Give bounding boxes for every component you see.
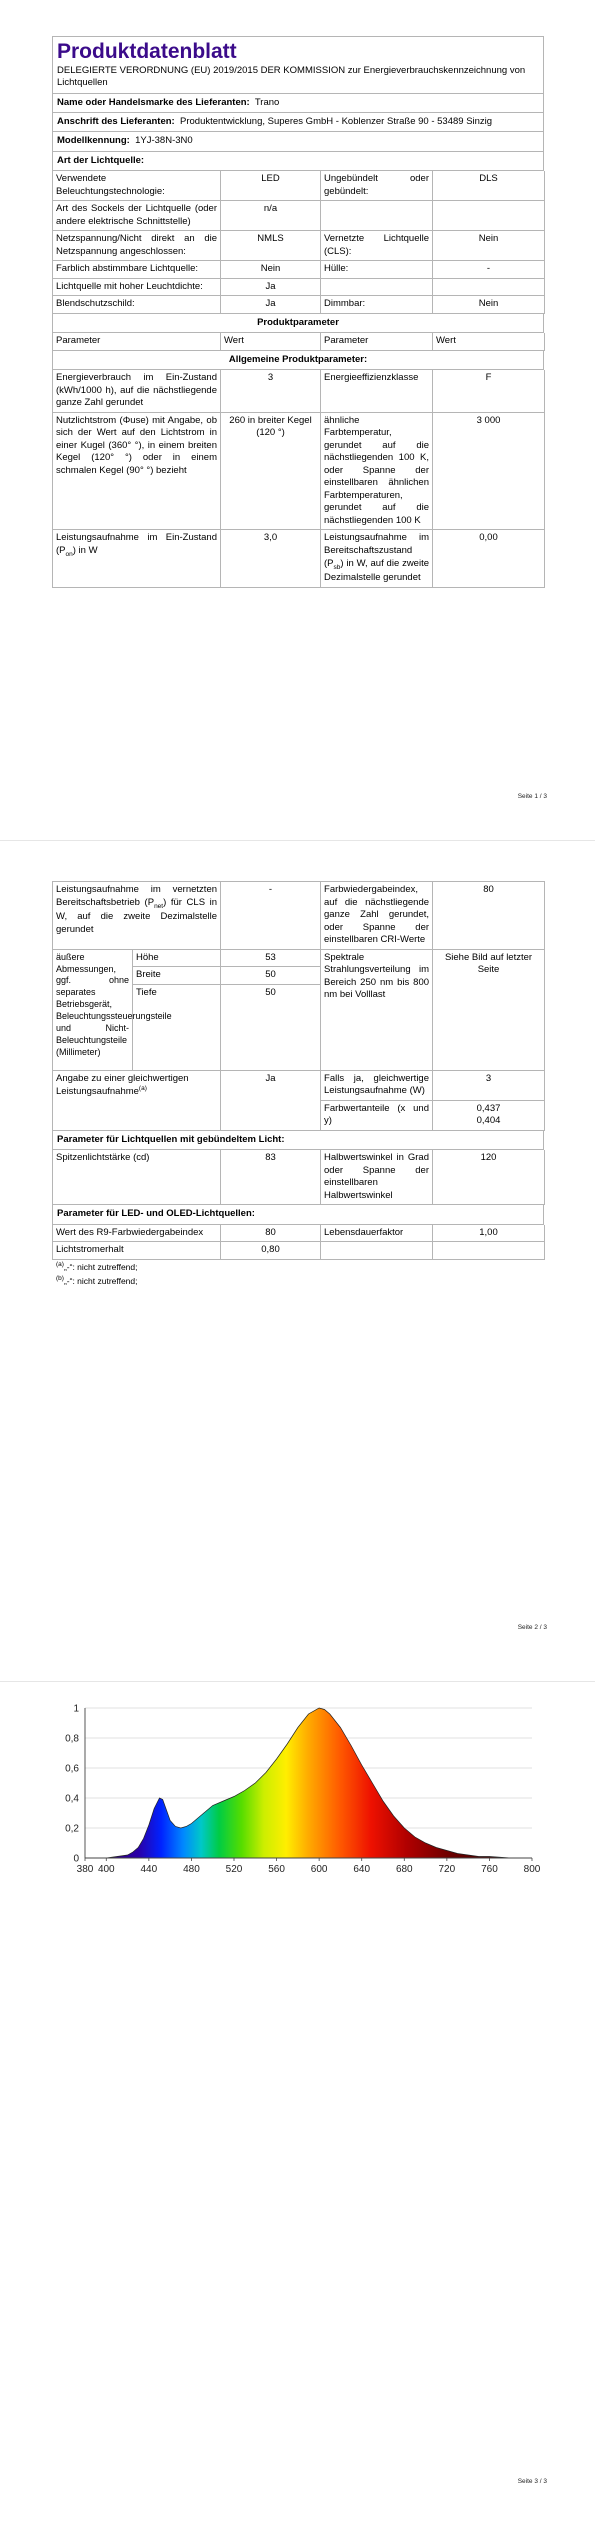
directional-table	[52, 1150, 545, 1205]
lightsource-v1-cell: LED	[221, 171, 321, 201]
supplier-name-value: Trano	[254, 96, 280, 108]
equiv-power-label: Falls ja, gleichwertige Leistungsaufnahme (W)	[321, 1070, 433, 1100]
standby-label	[321, 530, 433, 587]
lightsource-l2-cell: Dimmbar:	[321, 296, 433, 314]
peak-value: 83	[221, 1150, 321, 1205]
x-tick-label: 720	[438, 1864, 456, 1875]
lightsource-l1-cell: Farblich abstimmbare Lichtquelle:	[53, 261, 221, 279]
y-tick-label: 1	[73, 1703, 79, 1715]
table-row	[53, 231, 545, 261]
lightsource-v2-cell: Nein	[433, 231, 545, 261]
y-tick-label: 0	[73, 1853, 79, 1865]
lightsource-v2-cell	[433, 201, 545, 231]
footnote-a-marker: (a)	[56, 1260, 64, 1268]
table-row	[53, 261, 545, 279]
x-tick-label: 800	[523, 1864, 541, 1875]
model-label: Modellkennung:	[57, 135, 130, 147]
x-tick-label: 440	[140, 1864, 158, 1875]
directional-heading: Parameter für Lichtquellen mit gebündeltem Licht:	[52, 1131, 544, 1150]
life-label: Lebensdauerfaktor	[321, 1225, 433, 1242]
maint-value: 0,80	[221, 1242, 321, 1260]
standby-sub: sb	[333, 563, 341, 571]
x-tick-label: 680	[395, 1864, 413, 1875]
product-params-heading: Produktparameter	[52, 314, 544, 333]
y-tick-label: 0,4	[65, 1793, 79, 1805]
lightsource-l2-cell	[321, 278, 433, 296]
footnote-a-text: „-“: nicht zutreffend;	[63, 1261, 138, 1272]
params-header-table	[52, 333, 545, 351]
eeclass-value: F	[433, 370, 545, 412]
spectral-chart-svg	[52, 1700, 552, 1875]
table-row	[53, 1225, 545, 1242]
spectrum-series	[85, 1708, 532, 1858]
lightsource-v1-cell: Ja	[221, 296, 321, 314]
lightsource-v1-cell: Nein	[221, 261, 321, 279]
dim-height-label: Höhe	[133, 949, 221, 967]
lightsource-v2-cell: Nein	[433, 296, 545, 314]
spectral-value: Siehe Bild auf letzter Seite	[433, 949, 545, 1070]
footnote-b-text: „-“: nicht zutreffend;	[63, 1275, 138, 1286]
general-params-table	[52, 370, 545, 587]
power-on-value: 3,0	[221, 530, 321, 587]
page-1	[0, 0, 595, 840]
chroma-y: 0,404	[476, 1115, 501, 1127]
lightsource-v1-cell: NMLS	[221, 231, 321, 261]
lightsource-l1-cell: Verwendete Beleuchtungstechnologie:	[53, 171, 221, 201]
table-row	[53, 882, 545, 950]
model-row	[52, 132, 544, 151]
lightsource-l2-cell: Hülle:	[321, 261, 433, 279]
equiv-label-text: Angabe zu einer gleichwertigen Leistungsaufnahme	[56, 1072, 189, 1098]
x-tick-label: 760	[481, 1864, 498, 1875]
supplier-name-row	[52, 94, 544, 113]
x-tick-label: 600	[310, 1864, 328, 1875]
lightsource-v2-cell: -	[433, 261, 545, 279]
datasheet-page-1	[52, 36, 544, 588]
col-header-value: Wert	[221, 333, 321, 350]
page2-params-table	[52, 881, 545, 1131]
flux-label: Nutzlichtstrom (Φuse) mit Angabe, ob sich der Wert auf den Lichtstrom in einer Kugel (360° °), in einem breiten Kegel (120° °) oder in einem schmalen Kegel (90° °) bezieht	[53, 412, 221, 530]
table-row	[53, 1150, 545, 1205]
led-heading: Parameter für LED- und OLED-Lichtquellen:	[52, 1205, 544, 1224]
life-value: 1,00	[433, 1225, 545, 1242]
chroma-value	[433, 1100, 545, 1130]
lightsource-l2-cell: Ungebündelt oder gebündelt:	[321, 171, 433, 201]
net-standby-label-text: Leistungsaufnahme im vernetzten Bereitschaftsbetrieb (P	[56, 884, 218, 908]
dim-depth-label: Tiefe	[133, 984, 221, 1070]
table-row	[53, 370, 545, 412]
lightsource-l2-cell	[321, 201, 433, 231]
supplier-address-row	[52, 113, 544, 132]
table-row	[53, 201, 545, 231]
lightsource-v2-cell	[433, 278, 545, 296]
lightsource-l1-cell: Lichtquelle mit hoher Leuchtdichte:	[53, 278, 221, 296]
power-on-label	[53, 530, 221, 587]
table-row	[53, 949, 545, 967]
power-on-sub: on	[65, 550, 73, 558]
net-standby-value: -	[221, 882, 321, 950]
equiv-value: Ja	[221, 1070, 321, 1130]
cri-label: Farbwiedergabeindex, auf die nächstliegende ganze Zahl gerundet, oder Spanne der einstellbaren CRI-Werte	[321, 882, 433, 950]
regulation-text: DELEGIERTE VERORDNUNG (EU) 2019/2015 DER KOMMISSION zur Energieverbrauchskennzeichnung von Lichtquellen	[57, 65, 526, 89]
table-row	[53, 278, 545, 296]
params-header-row	[53, 333, 545, 350]
supplier-name-label: Name oder Handelsmarke des Lieferanten:	[57, 96, 250, 108]
lightsource-table	[52, 171, 545, 314]
led-table	[52, 1225, 545, 1260]
lightsource-v1-cell: n/a	[221, 201, 321, 231]
net-standby-sub: net	[154, 902, 164, 910]
supplier-address-label: Anschrift des Lieferanten:	[57, 116, 175, 128]
table-row	[53, 296, 545, 314]
model-value: 1YJ-38N-3N0	[135, 135, 193, 147]
energy-value: 3	[221, 370, 321, 412]
x-tick-label: 480	[183, 1864, 200, 1875]
col-header-value-2: Wert	[433, 333, 545, 350]
empty-cell	[321, 1242, 433, 1260]
col-header-parameter: Parameter	[53, 333, 221, 350]
equiv-sup: (a)	[138, 1085, 147, 1093]
table-row	[53, 1242, 545, 1260]
net-standby-label-unit: ) für CLS in W, auf die zweite Dezimalstelle gerundet	[56, 896, 218, 935]
standby-value: 0,00	[433, 530, 545, 587]
dim-depth-value: 50	[221, 984, 321, 1070]
lightsource-l1-cell: Netzspannung/Nicht direkt an die Netzspannung angeschlossen:	[53, 231, 221, 261]
dim-width-value: 50	[221, 967, 321, 985]
table-row	[53, 412, 545, 530]
lightsource-l1-cell: Art des Sockels der Lichtquelle (oder andere elektrische Schnittstelle)	[53, 201, 221, 231]
y-tick-label: 0,6	[65, 1763, 79, 1775]
x-tick-label: 560	[268, 1864, 285, 1875]
footnote-a	[52, 1260, 544, 1274]
page-number-3: Seite 3 / 3	[517, 2478, 547, 2485]
lightsource-v2-cell: DLS	[433, 171, 545, 201]
maint-label: Lichtstromerhalt	[53, 1242, 221, 1260]
dim-width-label: Breite	[133, 967, 221, 985]
lightsource-l2-cell: Vernetzte Lichtquelle (CLS):	[321, 231, 433, 261]
datasheet-page-2	[52, 881, 544, 1287]
table-row	[53, 171, 545, 201]
chroma-x: 0,437	[476, 1102, 501, 1114]
page-title: Produktdatenblatt	[57, 40, 237, 63]
spectrum-area	[85, 1708, 532, 1858]
flux-value: 260 in breiter Kegel (120 °)	[221, 412, 321, 530]
equiv-label	[53, 1070, 221, 1130]
general-params-heading: Allgemeine Produktparameter:	[52, 351, 544, 370]
x-tick-label: 520	[225, 1864, 243, 1875]
r9-value: 80	[221, 1225, 321, 1242]
spectral-label: Spektrale Strahlungsverteilung im Bereich 250 nm bis 800 nm bei Volllast	[321, 949, 433, 1070]
spectral-chart	[52, 1700, 552, 1875]
beam-value: 120	[433, 1150, 545, 1205]
power-on-label-text: Leistungsaufnahme im Ein-Zustand (P	[56, 532, 217, 556]
x-tick-label: 640	[353, 1864, 371, 1875]
footnote-b	[52, 1274, 544, 1288]
dim-height-value: 53	[221, 949, 321, 967]
chroma-label: Farbwertanteile (x und y)	[321, 1100, 433, 1130]
supplier-address-value: Produktentwicklung, Superes GmbH - Koblenzer Straße 90 - 53489 Sinzig	[180, 116, 493, 128]
net-standby-label	[53, 882, 221, 950]
r9-label: Wert des R9-Farbwiedergabeindex	[53, 1225, 221, 1242]
page-3	[0, 1682, 595, 2523]
table-row	[53, 530, 545, 587]
equiv-power-value: 3	[433, 1070, 545, 1100]
y-tick-label: 0,8	[65, 1733, 79, 1745]
cct-value: 3 000	[433, 412, 545, 530]
cri-value: 80	[433, 882, 545, 950]
standby-label-unit: ) in W, auf die zweite Dezimalstelle gerundet	[324, 557, 429, 583]
power-on-label-unit: ) in W	[72, 544, 98, 556]
x-tick-label: 380	[76, 1864, 94, 1875]
col-header-parameter-2: Parameter	[321, 333, 433, 350]
lightsource-v1-cell: Ja	[221, 278, 321, 296]
page-2	[0, 841, 595, 1681]
energy-label: Energieverbrauch im Ein-Zustand (kWh/1000 h), auf die nächstliegende ganze Zahl gerundet	[53, 370, 221, 412]
beam-label: Halbwertswinkel in Grad oder Spanne der einstellbaren Halbwertswinkel	[321, 1150, 433, 1205]
lightsource-l1-cell: Blendschutzschild:	[53, 296, 221, 314]
title-block	[52, 36, 544, 94]
table-row	[53, 1070, 545, 1100]
cct-label: ähnliche Farbtemperatur, gerundet auf die nächstliegenden 100 K, oder Spanne der einstellbaren ähnlichen Farbtemperaturen, gerundet auf die nächstliegenden 100 K	[321, 412, 433, 530]
footnote-b-marker: (b)	[56, 1274, 64, 1282]
x-tick-label: 400	[97, 1864, 115, 1875]
standby-label-text: Leistungsaufnahme im Bereitschaftszustand (P	[324, 532, 429, 569]
peak-label: Spitzenlichtstärke (cd)	[53, 1150, 221, 1205]
lightsource-heading: Art der Lichtquelle:	[52, 152, 544, 171]
empty-cell	[433, 1242, 545, 1260]
page-number-1: Seite 1 / 3	[517, 793, 547, 800]
y-tick-label: 0,2	[65, 1823, 79, 1835]
page-number-2: Seite 2 / 3	[517, 1624, 547, 1631]
dims-label: äußere Abmessungen, ggf. ohne separates Betriebsgerät, Beleuchtungssteuerungsteile und Nicht-Beleuchtungsteile (Millimeter)	[53, 949, 133, 1070]
eeclass-label: Energieeffizienzklasse	[321, 370, 433, 412]
